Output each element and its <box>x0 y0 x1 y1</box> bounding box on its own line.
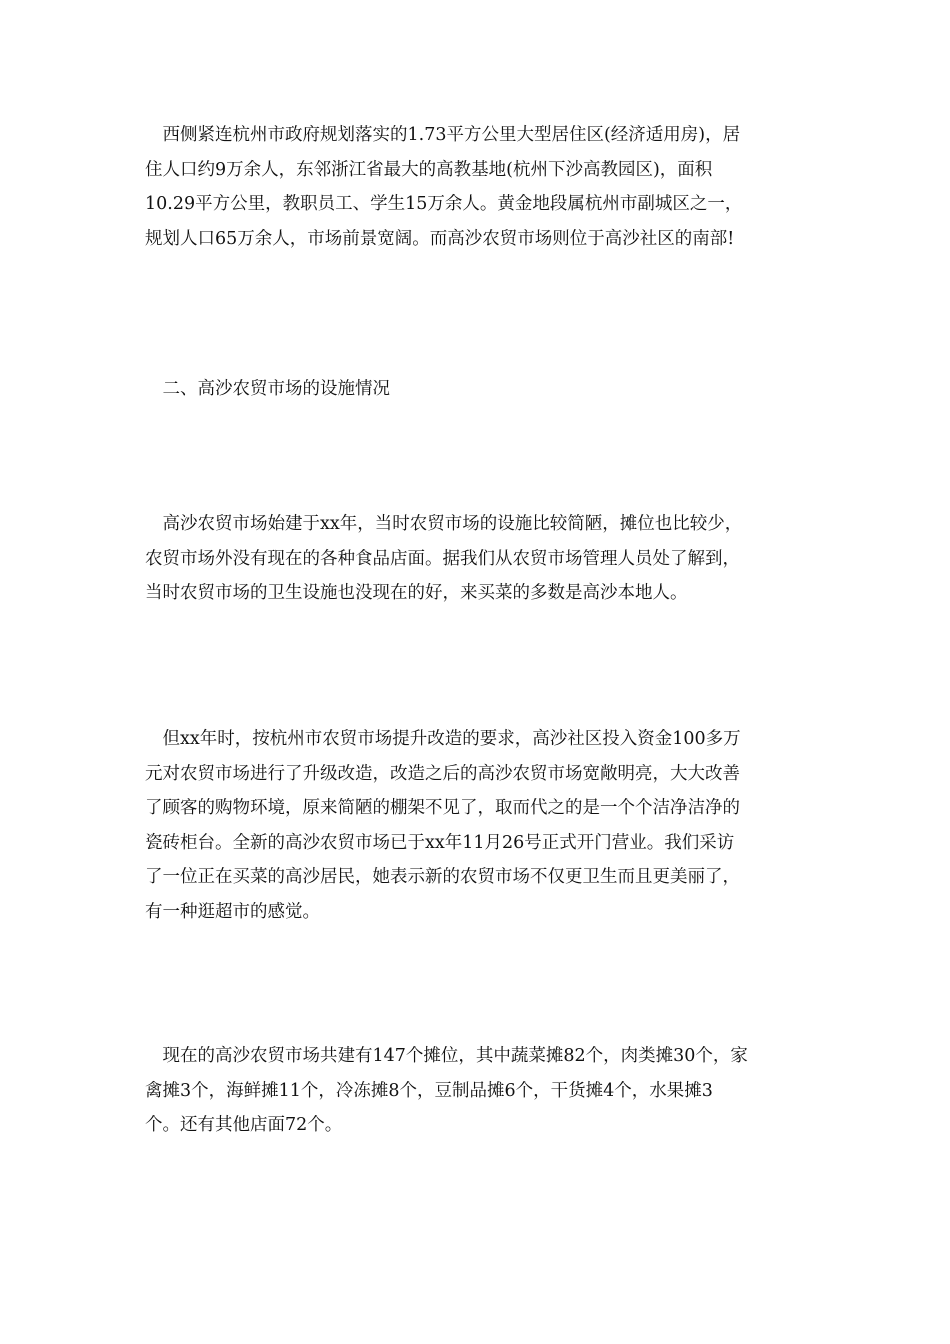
text-line: 了顾客的购物环境，原来简陋的棚架不见了，取而代之的是一个个洁净洁净的 <box>145 798 740 818</box>
text-line: 了一位正在买菜的高沙居民，她表示新的农贸市场不仅更卫生而且更美丽了， <box>145 867 740 887</box>
text-line: 有一种逛超市的感觉。 <box>145 901 320 922</box>
text-line: 当时农贸市场的卫生设施也没现在的好，来买菜的多数是高沙本地人。 <box>145 583 688 603</box>
text-line: 10.29平方公里，教职员工、学生15万余人。黄金地段属杭州市副城区之一， <box>145 194 743 214</box>
text-line: 西侧紧连杭州市政府规划落实的1.73平方公里大型居住区(经济适用房)，居 <box>145 125 741 145</box>
text-line: 规划人口65万余人，市场前景宽阔。而高沙农贸市场则位于高沙社区的南部! <box>145 228 735 249</box>
heading-text: 二、高沙农贸市场的设施情况 <box>145 379 390 399</box>
paragraph-location <box>145 118 810 256</box>
text-line: 但xx年时，按杭州市农贸市场提升改造的要求，高沙社区投入资金100多万 <box>145 729 741 749</box>
text-line: 元对农贸市场进行了升级改造，改造之后的高沙农贸市场宽敞明亮，大大改善 <box>145 763 740 784</box>
text-line: 农贸市场外没有现在的各种食品店面。据我们从农贸市场管理人员处了解到， <box>145 548 740 569</box>
text-line: 住人口约9万余人，东邻浙江省最大的高教基地(杭州下沙高教园区)，面积 <box>145 159 713 180</box>
section-heading <box>145 372 810 407</box>
text-line: 高沙农贸市场始建于xx年，当时农贸市场的设施比较简陋，摊位也比较少， <box>145 514 743 534</box>
paragraph-history <box>145 507 810 611</box>
paragraph-renovation <box>145 722 810 929</box>
paragraph-stalls <box>145 1039 810 1143</box>
text-line: 现在的高沙农贸市场共建有147个摊位，其中蔬菜摊82个，肉类摊30个，家 <box>145 1046 748 1066</box>
text-line: 瓷砖柜台。全新的高沙农贸市场已于xx年11月26号正式开门营业。我们采访 <box>145 832 735 853</box>
text-line: 个。还有其他店面72个。 <box>145 1115 343 1135</box>
text-line: 禽摊3个，海鲜摊11个，冷冻摊8个，豆制品摊6个，干货摊4个，水果摊3 <box>145 1080 713 1101</box>
